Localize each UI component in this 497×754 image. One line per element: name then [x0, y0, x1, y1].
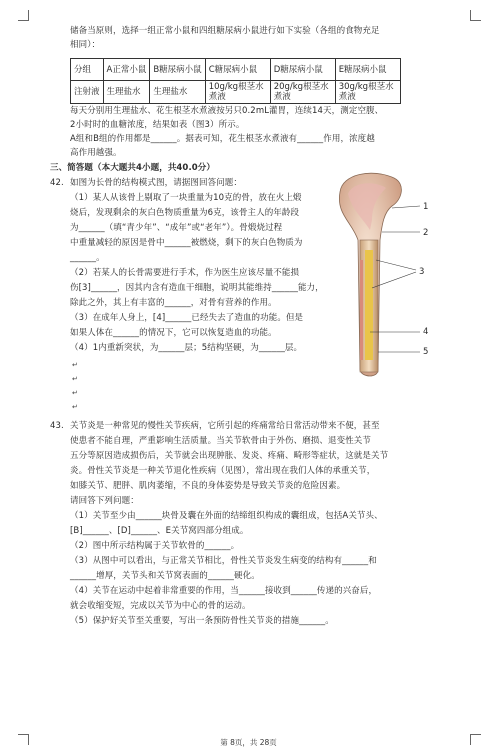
text-line: （1）某人从该骨上剔取了一块重量为10克的骨，放在火上煅 [70, 193, 302, 203]
text-line: 2小时时的血糖浓度，结果如表（图3）所示。 [70, 120, 245, 130]
text-line: （4）1内重新突状，为______层；5结构坚硬，为______层。 [70, 343, 303, 353]
table-header-row [71, 59, 401, 81]
text-line: ______。 [70, 253, 105, 263]
text-line: 就会收缩变短，完成以关节为中心的骨的运动。 [70, 601, 251, 611]
text-line: （3）从图中可以看出，与正常关节相比，骨性关节炎发生病变的结构有______和 [70, 556, 377, 566]
table-cell: B糖尿病小鼠 [150, 59, 205, 81]
long-bone-diagram [332, 170, 447, 385]
table-cell: 10g/kg根茎水煮液 [205, 81, 270, 104]
diagram-label-2: 2 [423, 228, 429, 238]
data-table [70, 58, 401, 104]
text-line: （5）保护好关节至关重要，写出一条预防骨性关节炎的措施______。 [70, 616, 334, 626]
table-cell: E糖尿病小鼠 [335, 59, 400, 81]
diagram-label-1: 1 [423, 202, 429, 212]
text-line: 关节炎是一种常见的慢性关节疾病，它所引起的疼痛常给日常活动带来不便，甚至 [70, 421, 380, 431]
text-line: ______增厚，关节头和关节窝表面的______硬化。 [70, 571, 260, 581]
text-line: （3）在成年人身上，[4]______已经失去了造血的功能。但是 [70, 313, 304, 323]
text-line: 为______（填“青少年”、“成年”或“老年”）。骨煅烧过程 [70, 223, 283, 233]
text-line: A组和B组的作用都是______。据表可知，花生根茎水煮液有______作用，浓度越 [70, 134, 375, 144]
table-cell: D糖尿病小鼠 [270, 59, 335, 81]
text-line: （2）图中所示结构属于关节软骨的______。 [70, 541, 240, 551]
text-line: 每天分别用生理盐水、花生根茎水煮液按另只0.2mL灌胃，连续14天，测定空腹、 [70, 106, 384, 116]
table-row [71, 81, 401, 104]
crop-mark-top-right [470, 10, 481, 21]
text-line: 伤[3]______，因其内含有造血干细胞，说明其能维持______能力， [70, 283, 324, 293]
text-line: [B]______、[D]______、E关节窝四部分组成。 [70, 526, 249, 536]
text-line: 请回答下列问题： [70, 496, 139, 506]
table-cell: 30g/kg根茎水煮液 [335, 81, 400, 104]
blank-mark: ↵ [72, 403, 78, 411]
text-line: 五分等原因造成损伤后，关节就会出现肿胀、发炎、疼痛、畸形等症状，这就是关节 [70, 451, 389, 461]
diagram-label-5: 5 [423, 347, 429, 357]
text-line: 使患者不能自理，严重影响生活质量。当关节软骨由于外伤、磨损、退变性关节 [70, 436, 372, 446]
question-intro: 如图为长骨的结构模式图，请据图回答问题： [70, 178, 243, 188]
text-line: 相同）： [70, 40, 101, 50]
question-number: 43. [50, 421, 64, 431]
text-line: 储备当原则，选择一组正常小鼠和四组糖尿病小鼠进行如下实验（各组的食物充足 [70, 26, 380, 36]
table-cell: 注射液 [71, 81, 104, 104]
blank-mark: ↵ [72, 361, 78, 369]
text-line: 烧后，发现剩余的灰白色物质重量为6克，该骨主人的年龄段 [70, 208, 300, 218]
table-cell: 生理盐水 [150, 81, 205, 104]
text-line: 炎。骨性关节炎是一种关节退化性疾病（见图），常出现在我们人体的承重关节， [70, 466, 376, 476]
table-cell: 分组 [71, 59, 104, 81]
crop-mark-top-left [18, 10, 29, 21]
text-line: （1）关节至少由______块骨及囊在外面的结缔组织构成的囊组成，包括A关节头、 [70, 511, 383, 521]
table-cell: A正常小鼠 [103, 59, 150, 81]
text-line: 如膝关节、肥胖、肌肉萎缩，不良的身体姿势是导致关节炎的危险因素。 [70, 481, 346, 491]
section-heading: 三、简答题（本大题共4小题，共40.0分） [50, 163, 215, 173]
blank-mark: ↵ [72, 375, 78, 383]
text-line: 如果人体在______的情况下，它可以恢复造血的功能。 [70, 328, 277, 338]
diagram-label-4: 4 [423, 327, 429, 337]
question-number: 42. [50, 178, 64, 188]
text-line: （4）关节在运动中起着非常重要的作用，当______接收到______传递的兴奋后， [70, 586, 378, 596]
text-line: 高作用越强。 [70, 148, 122, 158]
text-line: 中重量减轻的原因是骨中______被燃烧，剩下的灰白色物质为 [70, 238, 303, 248]
text-line: （2）若某人的长骨需要进行手术，作为医生应该尽量不能损 [70, 268, 300, 278]
table-cell: 生理盐水 [103, 81, 150, 104]
page-footer: 第 8页，共 28页 [220, 738, 277, 747]
table-cell: 20g/kg根茎水煮液 [270, 81, 335, 104]
table-cell: C糖尿病小鼠 [205, 59, 270, 81]
blank-mark: ↵ [72, 389, 78, 397]
text-line: 除此之外，其上有丰富的______，对骨有营养的作用。 [70, 298, 277, 308]
diagram-label-3: 3 [419, 267, 425, 277]
